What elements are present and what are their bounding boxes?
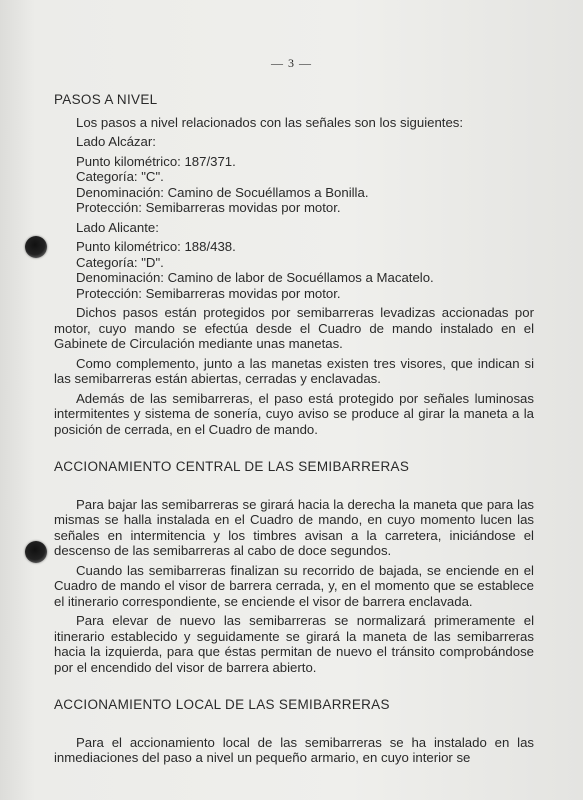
- section-heading-local: ACCIONAMIENTO LOCAL DE LAS SEMIBARRERAS: [54, 697, 390, 712]
- document-body: [54, 92, 534, 766]
- central-paragraph-1: Para bajar las semibarreras se girará hacia la derecha la maneta que para las mismas se halla instalada en el Cuadro de mando, en cuyo momento lucen las señales en intermitencia y los timbres avisan a la carretera, iniciándose el descenso de las semibarreras al cabo de doce segundos.: [54, 496, 534, 558]
- section-heading-pasos: PASOS A NIVEL: [54, 92, 158, 107]
- pasos-intro: Los pasos a nivel relacionados con las señales son los siguientes:: [76, 114, 464, 130]
- alicante-denominacion: Denominación: Camino de labor de Socuéllamos a Macatelo.: [76, 270, 434, 285]
- section-heading-central: ACCIONAMIENTO CENTRAL DE LAS SEMIBARRERAS: [54, 459, 410, 474]
- alcazar-proteccion: Protección: Semibarreras movidas por motor.: [76, 200, 341, 215]
- alicante-proteccion: Protección: Semibarreras movidas por motor.: [76, 285, 341, 301]
- alcazar-categoria: Categoría: "C".: [76, 169, 164, 184]
- alicante-title: Lado Alicante:: [76, 219, 159, 235]
- punch-hole: [25, 236, 47, 258]
- alcazar-title: Lado Alcázar:: [76, 134, 156, 149]
- alcazar-km: Punto kilométrico: 187/371.: [76, 153, 236, 169]
- alicante-km: Punto kilométrico: 188/438.: [76, 239, 236, 254]
- local-paragraph-1: Para el accionamiento local de las semibarreras se ha instalado en las inmediaciones del paso a nivel un pequeño armario, en cuyo interior se: [54, 734, 534, 765]
- pasos-paragraph-2: Como complemento, junto a las manetas existen tres visores, que indican si las semibarreras están abiertas, cerradas y enclavadas.: [54, 355, 534, 386]
- central-paragraph-2: Cuando las semibarreras finalizan su recorrido de bajada, se enciende en el Cuadro de mando el visor de barrera cerrada, y, en el momento que se establece el itinerario correspondiente, se enciende el visor de barrera enclavada.: [54, 562, 534, 609]
- page-number: — 3 —: [271, 56, 312, 70]
- pasos-paragraph-3: Además de las semibarreras, el paso está protegido por señales luminosas intermitentes y sistema de sonería, cuyo aviso se produce al girar la maneta a la posición de cerrada, en el Cuadro de mando.: [54, 390, 534, 437]
- pasos-paragraph-1: Dichos pasos están protegidos por semibarreras levadizas accionadas por motor, cuyo mando se efectúa desde el Cuadro de mando instalado en el Gabinete de Circulación mediante unas manetas.: [54, 305, 534, 351]
- alicante-categoria: Categoría: "D".: [76, 254, 164, 270]
- alcazar-denominacion: Denominación: Camino de Socuéllamos a Bonilla.: [76, 184, 369, 200]
- central-paragraph-3: Para elevar de nuevo las semibarreras se normalizará primeramente el itinerario establecido y seguidamente se girará la maneta de las semibarreras hacia la izquierda, para que éstas permitan de nuevo el tránsito comprobándose por el encendido del visor de barrera abierto.: [54, 613, 534, 675]
- punch-hole: [25, 541, 47, 563]
